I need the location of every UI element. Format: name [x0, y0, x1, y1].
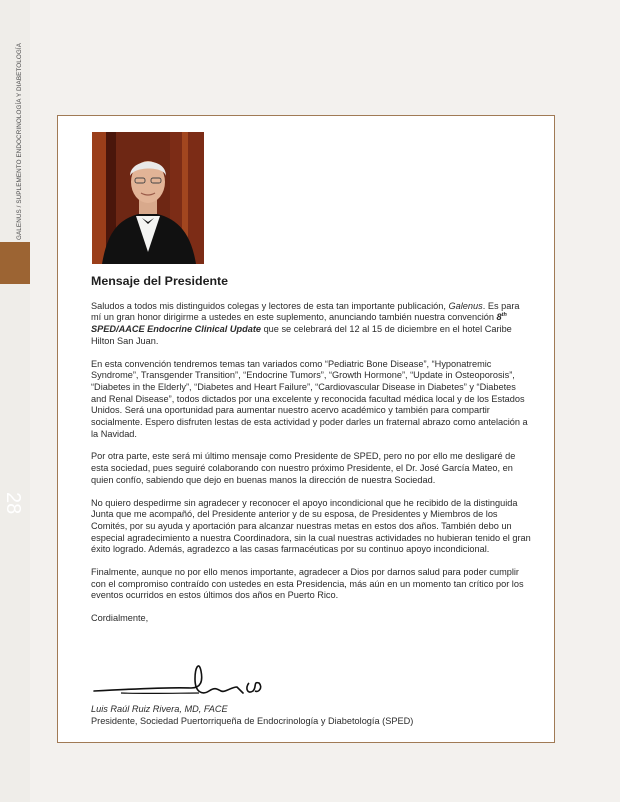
p1-text-b: . Es para mí un gran honor dirigirme a ustedes en este suplemento, anunciando también nuestra convención — [91, 300, 520, 323]
running-header: GALENUS / SUPLEMENTO ENDOCRINOLOGÍA Y DIABETOLOGÍA — [16, 43, 23, 240]
side-margin — [0, 0, 30, 802]
page-number-tab — [0, 242, 30, 515]
signatory-name: Luis Raúl Ruiz Rivera, MD, FACE — [91, 704, 228, 714]
event-ordinal: th — [501, 312, 507, 319]
president-photo — [92, 132, 204, 264]
signatory-title: Presidente, Sociedad Puertorriqueña de Endocrinología y Diabetología (SPED) — [91, 716, 414, 726]
message-card — [57, 115, 555, 743]
article-title: Mensaje del Presidente — [91, 274, 229, 288]
paragraph-2: En esta convención tendremos temas tan variados como “Pediatric Bone Disease”, “Hyponatremic Syndrome”, Transgender Transition”, “Endocrine Tumors”, “Growth Hormone”, “Update in Osteoporosis”, “Diabetes in the Elderly”, “Diabetes and Heart Failure”, “Cardiovascular Disease in Diabetes” y “Diabetes and Renal Disease”, todos dictados por una excelente y reconocida facultad médica local y de los Estados Unidos. Será una oportunidad para aumentar nuestro acervo académico y también para compartir socialmente. Espero disfruten lestas de esta actividad y poder darles un fraternal abrazo como antelación a la Navidad. — [91, 358, 528, 439]
p1-text-a: Saludos a todos mis distinguidos colegas y lectores de esta tan importante publicación, — [91, 300, 449, 311]
page-number: 28 — [2, 492, 24, 515]
publication-name: Galenus — [448, 300, 483, 311]
closing: Cordialmente, — [91, 613, 149, 624]
paragraph-1 — [91, 301, 531, 348]
article-body — [91, 276, 531, 636]
paragraph-5: Finalmente, aunque no por ello menos importante, agradecer a Dios por darnos salud para poder cumplir con el compromiso contraído con ustedes en esta Presidencia, más aún en un momento tan crítico por los eventos ocurridos en estos últimos dos años en Puerto Rico. — [91, 567, 524, 601]
paragraph-3: Por otra parte, este será mi último mensaje como Presidente de SPED, pero no por ello me desligaré de esta sociedad, pues seguiré colaborando con nuestro próximo Presidente, el Dr. José García Mateo, en quien confío, sabiendo que dejo en buenas manos la dirección de nuestra Sociedad. — [91, 451, 516, 485]
paragraph-4: No quiero despedirme sin agradecer y reconocer el apoyo incondicional que he recibido de la distinguida Junta que me acompañó, del Presidente anterior y de su esposa, de Presidentes y Miembros de los Comités, por su ayuda y aportación para alcanzar nuestras metas en estos dos años. También debo un especial agradecimiento a nuestra Coordinadora, sin la cual nuestras actividades no hubieran tenido el gran éxito logrado. Además, agradezco a las casas farmacéuticas por su continuo apoyo incondicional. — [91, 497, 531, 555]
event-name: SPED/AACE Endocrine Clinical Update — [91, 324, 262, 335]
p1-text-c: que se celebrará del 12 al 15 de diciembre en el hotel Caribe Hilton San Juan. — [91, 324, 512, 346]
handwritten-signature — [91, 653, 271, 705]
event-number: 8 — [496, 312, 502, 323]
